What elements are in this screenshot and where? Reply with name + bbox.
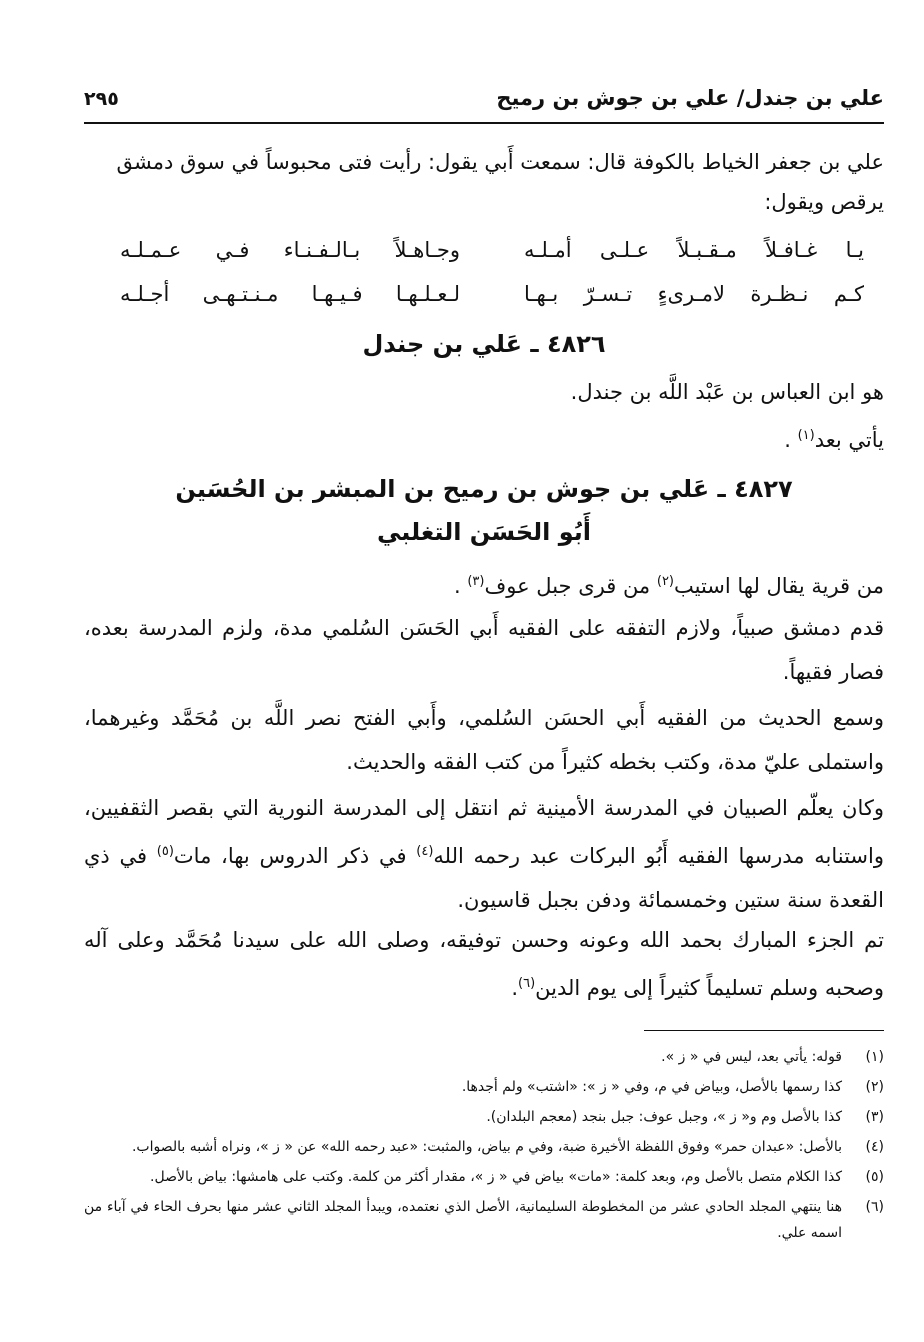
footnote-number: (١) (865, 1049, 884, 1065)
footnote-number: (٦) (865, 1199, 884, 1215)
footnote-text: كذا رسمها بالأصل، وبياض في م، وفي « ز »: «اشتب» ولم أجدها. (461, 1079, 842, 1095)
footnote-ref[interactable]: (٤) (416, 844, 434, 859)
footnote-item (84, 1104, 884, 1130)
p1-text-b: من قرى جبل عوف (484, 574, 657, 598)
footnote-ref[interactable]: (٥) (156, 844, 174, 859)
entry-4826-line-2 (84, 414, 884, 462)
p5-text-b: . (511, 976, 518, 1000)
footnote-text: قوله: يأتي بعد، ليس في « ز ». (661, 1049, 842, 1065)
entry-4827-paragraph-2: قدم دمشق صبياً، ولازم التفقه على الفقيه أَبي الحَسَن السُلمي مدة، ولزم المدرسة بعده، فصار فقيهاً. (84, 616, 884, 684)
footnote-item (84, 1164, 884, 1190)
p4-text-b: في ذكر الدروس بها، مات (173, 844, 417, 868)
entry-4827-paragraph-4 (84, 786, 884, 922)
page-number: ٢٩٥ (84, 88, 119, 110)
verse-row (120, 238, 884, 278)
entry-4827-paragraph-3: وسمع الحديث من الفقيه أَبي الحسَن السُلمي، وأَبي الفتح نصر اللَّه بن مُحَمَّد وغيرهما، واستملى عليّ مدة، وكتب بخطه كثيراً من كتب الفقه والحديث. (84, 706, 884, 774)
entry-title-4827-line-2: أَبُو الحَسَن التغلبي (376, 518, 591, 546)
footnote-ref[interactable]: (٢) (656, 574, 674, 589)
footnote-item (84, 1134, 884, 1160)
footnote-item (84, 1044, 884, 1070)
verse-hemistich-second: وجـاهـلاً بـالـفـنـاء فـي عـمـلـه (120, 238, 460, 262)
entry-title-4827-line-1: ٤٨٢٧ ـ عَلي بن جوش بن رميح بن المبشر بن الحُسَين (175, 475, 793, 503)
p4-text-c: في ذي القعدة سنة ستين وخمسمائة ودفن بجبل قاسيون. (84, 844, 884, 912)
p1-text-a: من قرية يقال لها استيب (674, 574, 884, 598)
footnote-item (84, 1074, 884, 1100)
p5-text-a: تم الجزء المبارك بحمد الله وعونه وحسن توفيقه، وصلى الله على سيدنا مُحَمَّد وعلى آله وصحبه وسلم تسليماً كثيراً إلى يوم الدين (84, 928, 884, 1000)
running-title: علي بن جندل/ علي بن جوش بن رميح (496, 86, 884, 110)
footnote-text: هنا ينتهي المجلد الحادي عشر من المخطوطة السليمانية، الأصل الذي نعتمده، ويبدأ المجلد الثاني عشر منها بحرف الحاء في آباء من اسمه علي. (84, 1199, 842, 1241)
footnote-text: بالأصل: «عبدان حمر» وفوق اللفظة الأخيرة ضبة، وفي م بياض، والمثبت: «عبد رحمه الله» عن « ز »، ونراه أشبه بالصواب. (131, 1139, 842, 1155)
p1-text-c: . (453, 574, 468, 598)
intro-line-1: علي بن جعفر الخياط بالكوفة قال: سمعت أَبي يقول: رأيت فتى محبوساً في سوق دمشق (116, 150, 884, 174)
footnote-text: كذا الكلام متصل بالأصل وم، وبعد كلمة: «مات» بياض في « ز »، مقدار أكثر من كلمة. وكتب على هامشها: بياض بالأصل. (150, 1169, 842, 1185)
entry-4826-end: . (784, 428, 798, 452)
footnote-text: كذا بالأصل وم و« ز »، وجبل عوف: جبل بنجد (معجم البلدان). (486, 1109, 842, 1125)
footnote-item (84, 1194, 884, 1246)
footnote-number: (٣) (865, 1109, 884, 1125)
footnote-number: (٥) (865, 1169, 884, 1185)
footnote-number: (٢) (865, 1079, 884, 1095)
page-header (84, 80, 884, 124)
footnote-number: (٤) (865, 1139, 884, 1155)
verse-hemistich-first: يـا غـافـلاً مـقـبـلاً عـلـى أمـلـه (524, 238, 864, 262)
footnote-separator (644, 1030, 884, 1031)
entry-4827-paragraph-5 (84, 918, 884, 1010)
footnote-ref[interactable]: (٦) (518, 976, 536, 991)
intro-line-2: يرقص ويقول: (764, 190, 884, 214)
verse-hemistich-first: كـم نـظـرة لامـرىءٍ تـسـرّ بـهـا (524, 282, 864, 306)
footnote-ref[interactable]: (٣) (467, 574, 485, 589)
footnote-ref[interactable]: (١) (797, 428, 815, 443)
entry-4826-text: يأتي بعد (814, 428, 884, 452)
entry-4826-line-1: هو ابن العباس بن عَبْد اللَّه بن جندل. (570, 380, 884, 404)
verse-hemistich-second: لـعـلـهـا فـيـهـا مـنـتـهـى أجـلـه (120, 282, 460, 306)
footnotes (84, 1044, 884, 1250)
entry-title-4826: ٤٨٢٦ ـ عَلي بن جندل (362, 330, 606, 358)
entry-4827-paragraph-1 (84, 560, 884, 608)
verse-row (120, 282, 884, 322)
p4-text-a: وكان يعلّم الصبيان في المدرسة الأمينية ثم انتقل إلى المدرسة النورية التي بقصر الثقفيين، واستنابه مدرسها الفقيه أَبُو البركات عبد رحمه الله (84, 796, 884, 868)
